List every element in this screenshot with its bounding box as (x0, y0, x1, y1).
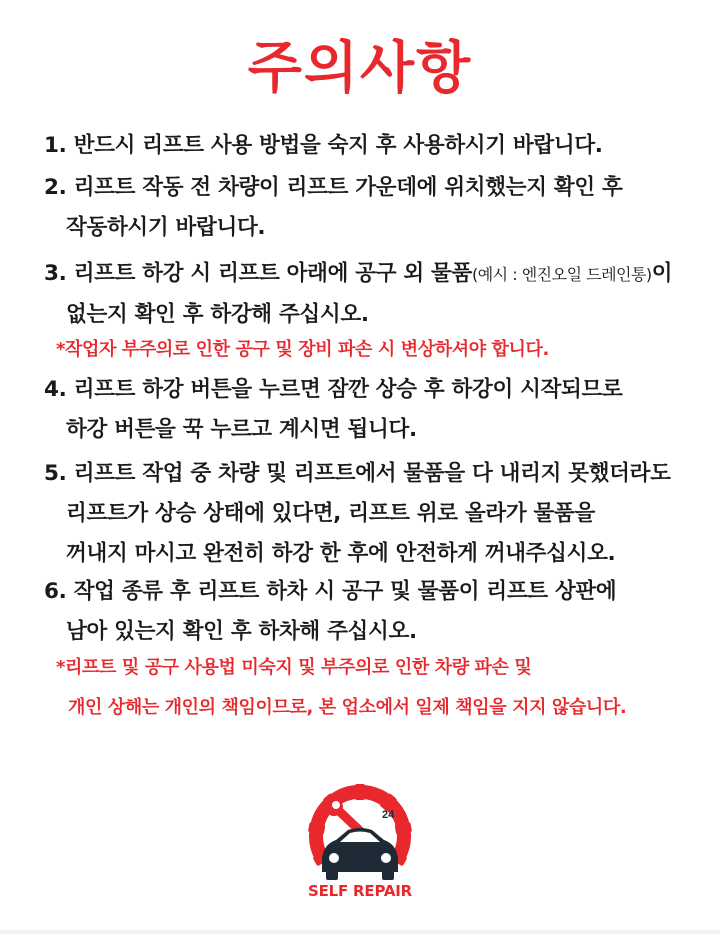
notice-item-2 (44, 168, 700, 248)
notice-line: 없는지 확인 후 하강해 주십시오. (66, 302, 369, 327)
notice-line: 6. 작업 종류 후 리프트 하차 시 공구 및 물품이 리프트 상판에 (44, 579, 617, 604)
notice-line: 3. 리프트 하강 시 리프트 아래에 공구 외 물품 (44, 261, 472, 286)
notice-line: 2. 리프트 작동 전 차량이 리프트 가운데에 위치했는지 확인 후 (44, 175, 623, 200)
notice-line: 하강 버튼을 꾹 누르고 계시면 됩니다. (66, 417, 417, 442)
warning-note-1 (56, 330, 700, 370)
warning-line: *리프트 및 공구 사용법 미숙지 및 부주의로 인한 차량 파손 및 (56, 657, 532, 678)
warning-note-2 (56, 648, 700, 728)
car-icon (322, 828, 398, 880)
notice-line: 남아 있는지 확인 후 하차해 주십시오. (66, 619, 417, 644)
warning-line: 개인 상해는 개인의 책임이므로, 본 업소에서 일제 책임을 지지 않습니다. (68, 697, 627, 718)
notice-line: 5. 리프트 작업 중 차량 및 리프트에서 물품을 다 내리지 못했더라도 (44, 461, 671, 486)
notice-item-4 (44, 370, 700, 450)
notice-line: 이 (651, 261, 673, 286)
notice-line: 1. 반드시 리프트 사용 방법을 숙지 후 사용하시기 바랍니다. (44, 133, 603, 158)
notice-item-3 (44, 254, 700, 335)
notice-line: 4. 리프트 하강 버튼을 누르면 잠깐 상승 후 하강이 시작되므로 (44, 377, 623, 402)
notice-line: 리프트가 상승 상태에 있다면, 리프트 위로 올라가 물품을 (66, 501, 595, 526)
page-title: 주의사항 (247, 36, 473, 101)
notice-item-5 (44, 454, 700, 574)
notice-item-1 (44, 126, 700, 166)
logo-text: SELF REPAIR (307, 882, 413, 900)
notice-item-6 (44, 572, 700, 652)
bottom-divider (0, 930, 720, 934)
notice-line: 작동하시기 바랍니다. (66, 215, 266, 240)
warning-line: *작업자 부주의로 인한 공구 및 장비 파손 시 변상하셔야 합니다. (56, 339, 549, 360)
notice-example: (예시 : 엔진오일 드레인통) (471, 265, 652, 284)
notice-line: 꺼내지 마시고 완전히 하강 한 후에 안전하게 꺼내주십시오. (66, 541, 616, 566)
badge-number: 24 (382, 809, 395, 821)
